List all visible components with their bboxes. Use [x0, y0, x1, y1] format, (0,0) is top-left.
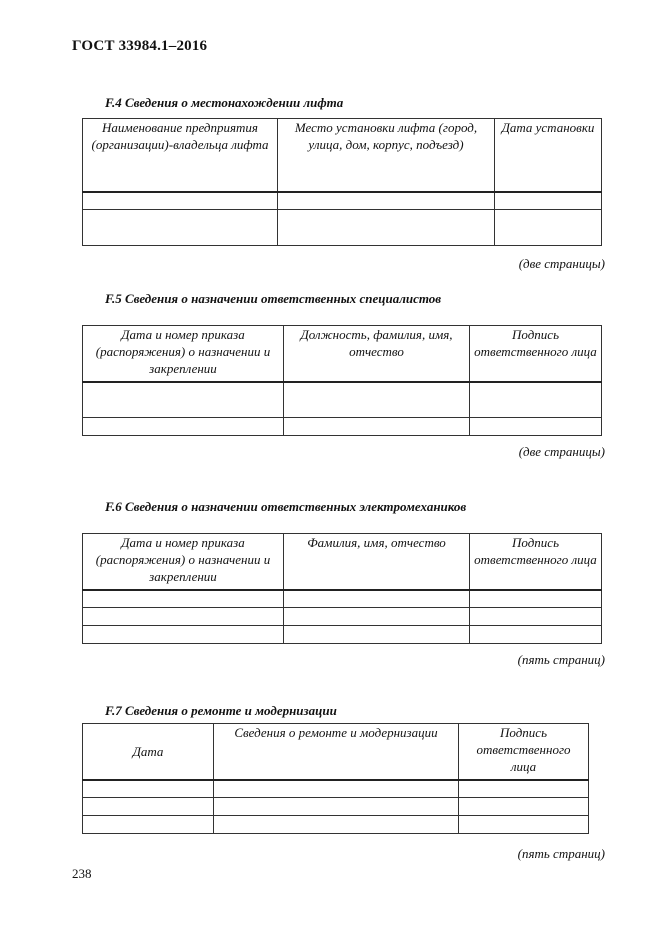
page-number: 238 [72, 866, 92, 881]
table-cell[interactable] [214, 798, 459, 816]
table-cell[interactable] [214, 780, 459, 798]
table-header-row [83, 724, 589, 780]
table-row [83, 192, 602, 210]
header-cell-owner: Наименование предприятия (организации)-владельца лифта [83, 119, 278, 192]
table-f4-location [82, 118, 602, 246]
header-cell-order: Дата и номер приказа (распоряжения) о назначении и закреплении [83, 326, 284, 382]
header-cell-location: Место установки лифта (город, улица, дом, корпус, подъезд) [278, 119, 495, 192]
table-cell[interactable] [284, 608, 470, 626]
table-row [83, 590, 602, 608]
header-cell-signature: Подпись ответственного лица [470, 326, 602, 382]
table-cell[interactable] [470, 590, 602, 608]
table-row [83, 626, 602, 644]
table-cell[interactable] [284, 382, 470, 418]
table-row [83, 780, 589, 798]
section-f6-title: F.6 Сведения о назначении ответственных электромехаников [105, 499, 467, 514]
header-cell-install-date: Дата установки [495, 119, 602, 192]
section-f7-title: F.7 Сведения о ремонте и модернизации [105, 703, 337, 718]
table-row [83, 608, 602, 626]
table-cell[interactable] [278, 210, 495, 246]
header-cell-position-name: Должность, фамилия, имя, отчество [284, 326, 470, 382]
header-cell-signature: Подпись ответственного лица [470, 534, 602, 590]
table-header-row [83, 534, 602, 590]
table-cell[interactable] [284, 626, 470, 644]
header-cell-date: Дата [83, 724, 214, 780]
table-cell[interactable] [495, 210, 602, 246]
table-cell[interactable] [83, 418, 284, 436]
section-f6-pages-note: (пять страниц) [517, 652, 605, 667]
table-cell[interactable] [470, 608, 602, 626]
table-cell[interactable] [284, 418, 470, 436]
section-f5-title: F.5 Сведения о назначении ответственных специалистов [105, 291, 442, 306]
table-header-row [83, 119, 602, 192]
standard-header: ГОСТ 33984.1–2016 [72, 38, 208, 54]
table-f5-specialists [82, 325, 602, 436]
table-cell[interactable] [284, 590, 470, 608]
table-f6-electromechanics [82, 533, 602, 644]
header-cell-name: Фамилия, имя, отчество [284, 534, 470, 590]
table-cell[interactable] [83, 798, 214, 816]
header-cell-order: Дата и номер приказа (распоряжения) о назначении и закреплении [83, 534, 284, 590]
section-f4-title: F.4 Сведения о местонахождении лифта [105, 95, 344, 110]
table-cell[interactable] [83, 780, 214, 798]
section-f7-pages-note: (пять страниц) [517, 846, 605, 861]
table-header-row [83, 326, 602, 382]
table-cell[interactable] [459, 780, 589, 798]
table-row [83, 210, 602, 246]
table-row [83, 382, 602, 418]
table-cell[interactable] [459, 798, 589, 816]
table-cell[interactable] [83, 192, 278, 210]
table-cell[interactable] [83, 816, 214, 834]
section-f5-pages-note: (две страницы) [518, 444, 605, 459]
table-cell[interactable] [83, 382, 284, 418]
table-cell[interactable] [495, 192, 602, 210]
table-cell[interactable] [459, 816, 589, 834]
table-row [83, 798, 589, 816]
table-cell[interactable] [83, 590, 284, 608]
section-f4-pages-note: (две страницы) [518, 256, 605, 271]
table-cell[interactable] [83, 626, 284, 644]
table-cell[interactable] [470, 382, 602, 418]
table-cell[interactable] [470, 626, 602, 644]
table-cell[interactable] [83, 608, 284, 626]
table-row [83, 816, 589, 834]
table-cell[interactable] [214, 816, 459, 834]
table-cell[interactable] [278, 192, 495, 210]
table-cell[interactable] [83, 210, 278, 246]
header-cell-repair-info: Сведения о ремонте и модернизации [214, 724, 459, 780]
table-row [83, 418, 602, 436]
table-cell[interactable] [470, 418, 602, 436]
header-cell-signature: Подпись ответственного лица [459, 724, 589, 780]
table-f7-repair [82, 723, 589, 834]
